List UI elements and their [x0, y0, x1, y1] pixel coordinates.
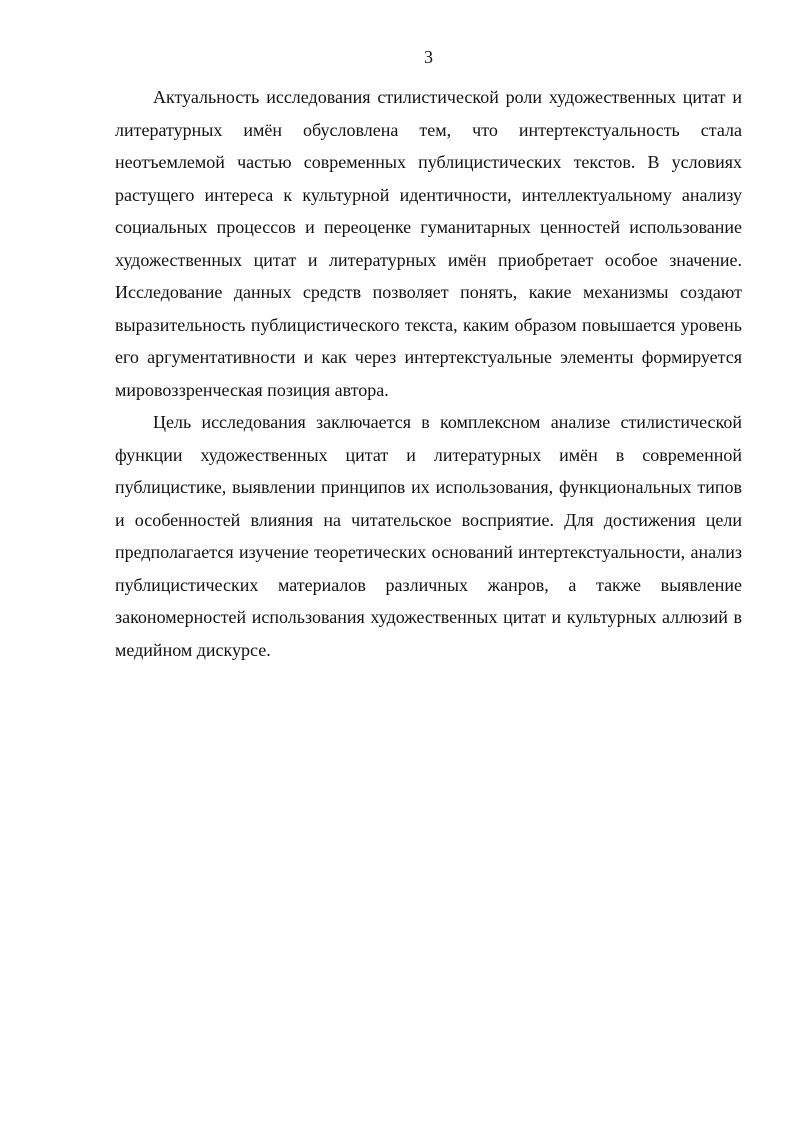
- document-body: [115, 81, 742, 666]
- page-number: 3: [424, 47, 433, 67]
- paragraph-goal: Цель исследования заключается в комплексном анализе стилистической функции художественных цитат и литературных имён в современной публицистике, выявлении принципов их использования, функциональных типов и особенностей влияния на читательское восприятие. Для достижения цели предполагается изучение теоретических оснований интертекстуальности, анализ публицистических материалов различных жанров, а также выявление закономерностей использования художественных цитат и культурных аллюзий в медийном дискурсе.: [115, 412, 742, 660]
- paragraph-relevance: Актуальность исследования стилистической роли художественных цитат и литературных имён обусловлена тем, что интертекстуальность стала неотъемлемой частью современных публицистических текстов. В условиях растущего интереса к культурной идентичности, интеллектуальному анализу социальных процессов и переоценке гуманитарных ценностей использование художественных цитат и литературных имён приобретает особое значение. Исследование данных средств позволяет понять, какие механизмы создают выразительность публицистического текста, каким образом повышается уровень его аргументативности и как через интертекстуальные элементы формируется мировоззренческая позиция автора.: [115, 87, 742, 400]
